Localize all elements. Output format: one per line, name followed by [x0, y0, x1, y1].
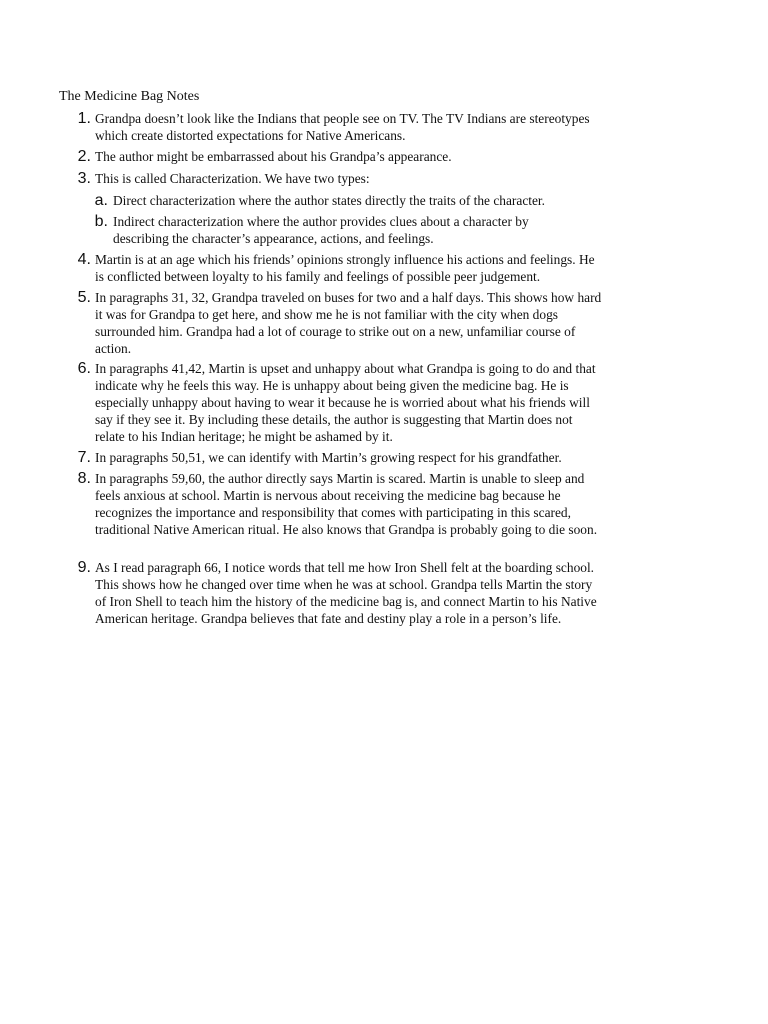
list-item-number: 4. — [77, 251, 91, 268]
sub-list-item-letter: b. — [94, 213, 108, 230]
list-item-text: The author might be embarrassed about his Grandpa’s appearance. — [95, 149, 452, 164]
list-item-number: 6. — [77, 360, 91, 377]
list-item-number: 8. — [77, 470, 91, 487]
list-item-text: Grandpa doesn’t look like the Indians that people see on TV. The TV Indians are stereotypes which create distorted expectations for Native Americans. — [95, 111, 590, 143]
list-item-number: 5. — [77, 289, 91, 306]
list-item-number: 9. — [77, 559, 91, 576]
list-item-number: 1. — [77, 110, 91, 127]
sub-list-item-text: Direct characterization where the author states directly the traits of the character. — [113, 193, 546, 208]
list-item-text: In paragraphs 41,42, Martin is upset and unhappy about what Grandpa is going to do and that indicate why he feels this way. He is unhappy about being given the medicine bag. He is especially unhappy about having to wear it because he is worried about what his friends will say if they see it. By including these details, the author is suggesting that Martin does not relate to his Indian heritage; he might be ashamed by it. — [95, 361, 596, 444]
list-item-text: Martin is at an age which his friends’ opinions strongly influence his actions and feelings. He is conflicted between loyalty to his family and feelings of possible peer judgement. — [95, 252, 595, 284]
list-item-number: 7. — [77, 449, 91, 466]
list-item-text: This is called Characterization. We have two types: — [95, 171, 370, 186]
list-item-number: 3. — [77, 170, 91, 187]
list-item-number: 2. — [77, 148, 91, 165]
list-item-text: As I read paragraph 66, I notice words that tell me how Iron Shell felt at the boarding school. This shows how he changed over time when he was at school. Grandpa tells Martin the story of Iron Shell to teach him the history of the medicine bag is, and connect Martin to his Native American heritage. Grandpa believes that fate and destiny play a role in a person’s life. — [95, 560, 597, 626]
sub-list-item-text: Indirect characterization where the author provides clues about a character by describing the character’s appearance, actions, and feelings. — [113, 214, 529, 246]
list-item-text: In paragraphs 59,60, the author directly says Martin is scared. Martin is unable to sleep and feels anxious at school. Martin is nervous about receiving the medicine bag because he recognizes the importance and responsibility that comes with participating in this scared, traditional Native American ritual. He also knows that Grandpa is probably going to die soon. — [95, 471, 598, 537]
list-item-text: In paragraphs 50,51, we can identify with Martin’s growing respect for his grandfather. — [95, 450, 562, 465]
list-item-text: In paragraphs 31, 32, Grandpa traveled on buses for two and a half days. This shows how hard it was for Grandpa to get here, and show me he is not familiar with the city when dogs surrounded him. Grandpa had a lot of courage to strike out on a new, unfamiliar course of action. — [95, 290, 602, 356]
sub-list-item-letter: a. — [94, 192, 108, 209]
document-title: The Medicine Bag Notes — [59, 89, 200, 104]
